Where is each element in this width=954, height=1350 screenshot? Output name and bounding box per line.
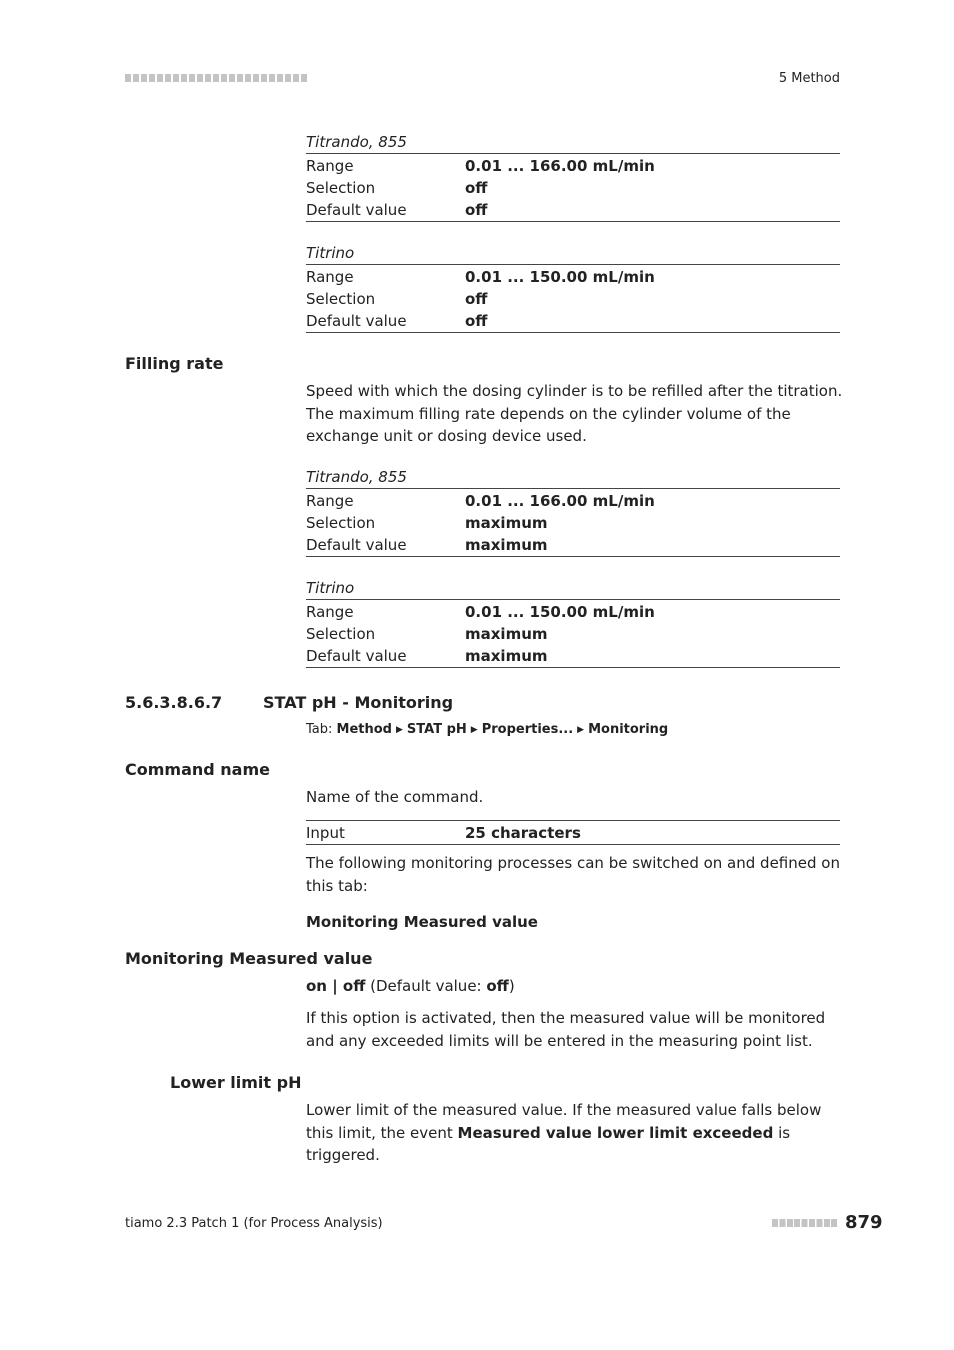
monitoring-options: on | off (Default value: off) [306, 977, 515, 995]
spec-title: Titrando, 855 [306, 468, 407, 486]
spec-row: Input 25 characters [306, 824, 581, 842]
spec-title: Titrando, 855 [306, 133, 407, 151]
spec-title: Titrino [306, 244, 355, 262]
lower-limit-text: Lower limit of the measured value. If the measured value falls below this limit, the event Measured value lower limit exceeded is triggered. [306, 1101, 822, 1164]
spec-row: Default value maximum [306, 647, 548, 665]
spec-table-titrino-flow [306, 242, 840, 333]
header-chapter: 5 Method [778, 71, 840, 86]
section-number: 5.6.3.8.6.7 [125, 693, 223, 712]
following-text: The following monitoring processes can be switched on and defined on this tab: [306, 854, 840, 895]
spec-title: Titrino [306, 579, 355, 597]
spec-table-input [306, 820, 840, 845]
monitoring-heading: Monitoring Measured value [125, 949, 373, 968]
footer-product: tiamo 2.3 Patch 1 (for Process Analysis) [125, 1216, 383, 1231]
triangle-right-icon: ▶ [470, 725, 478, 735]
triangle-right-icon: ▶ [396, 725, 403, 735]
spec-row: Range 0.01 ... 150.00 mL/min [306, 268, 655, 286]
spec-row: Default value off [306, 312, 488, 330]
command-name-heading: Command name [125, 760, 270, 779]
footer-dots [772, 1219, 838, 1227]
spec-table-titrando-filling [306, 466, 840, 557]
triangle-right-icon: ▶ [577, 725, 585, 735]
tab-path: Tab: Method ▶ STAT pH ▶ Properties... ▶ Monitoring [306, 722, 669, 737]
monitoring-link: Monitoring Measured value [306, 913, 538, 931]
spec-row: Default value maximum [306, 536, 548, 554]
section-title: STAT pH - Monitoring [263, 693, 454, 712]
spec-row: Range 0.01 ... 166.00 mL/min [306, 492, 655, 510]
spec-table-titrando-flow [306, 131, 840, 222]
monitoring-text: If this option is activated, then the measured value will be monitored and any exceeded limits will be entered in the measuring point list. [306, 1009, 826, 1050]
spec-row: Selection maximum [306, 514, 548, 532]
spec-row: Range 0.01 ... 150.00 mL/min [306, 603, 655, 621]
spec-row: Selection maximum [306, 625, 548, 643]
spec-row: Selection off [306, 179, 488, 197]
spec-row: Selection off [306, 290, 488, 308]
filling-rate-heading: Filling rate [125, 354, 224, 373]
header-dots [125, 74, 307, 82]
spec-row: Range 0.01 ... 166.00 mL/min [306, 157, 655, 175]
command-name-text: Name of the command. [306, 788, 484, 806]
spec-table-titrino-filling [306, 577, 840, 668]
filling-rate-text: Speed with which the dosing cylinder is to be refilled after the titration. The maximum filling rate depends on the cylinder volume of the exchange unit or dosing device used. [306, 382, 843, 445]
lower-limit-heading: Lower limit pH [170, 1073, 302, 1092]
page-number: 879 [845, 1212, 883, 1233]
spec-row: Default value off [306, 201, 488, 219]
